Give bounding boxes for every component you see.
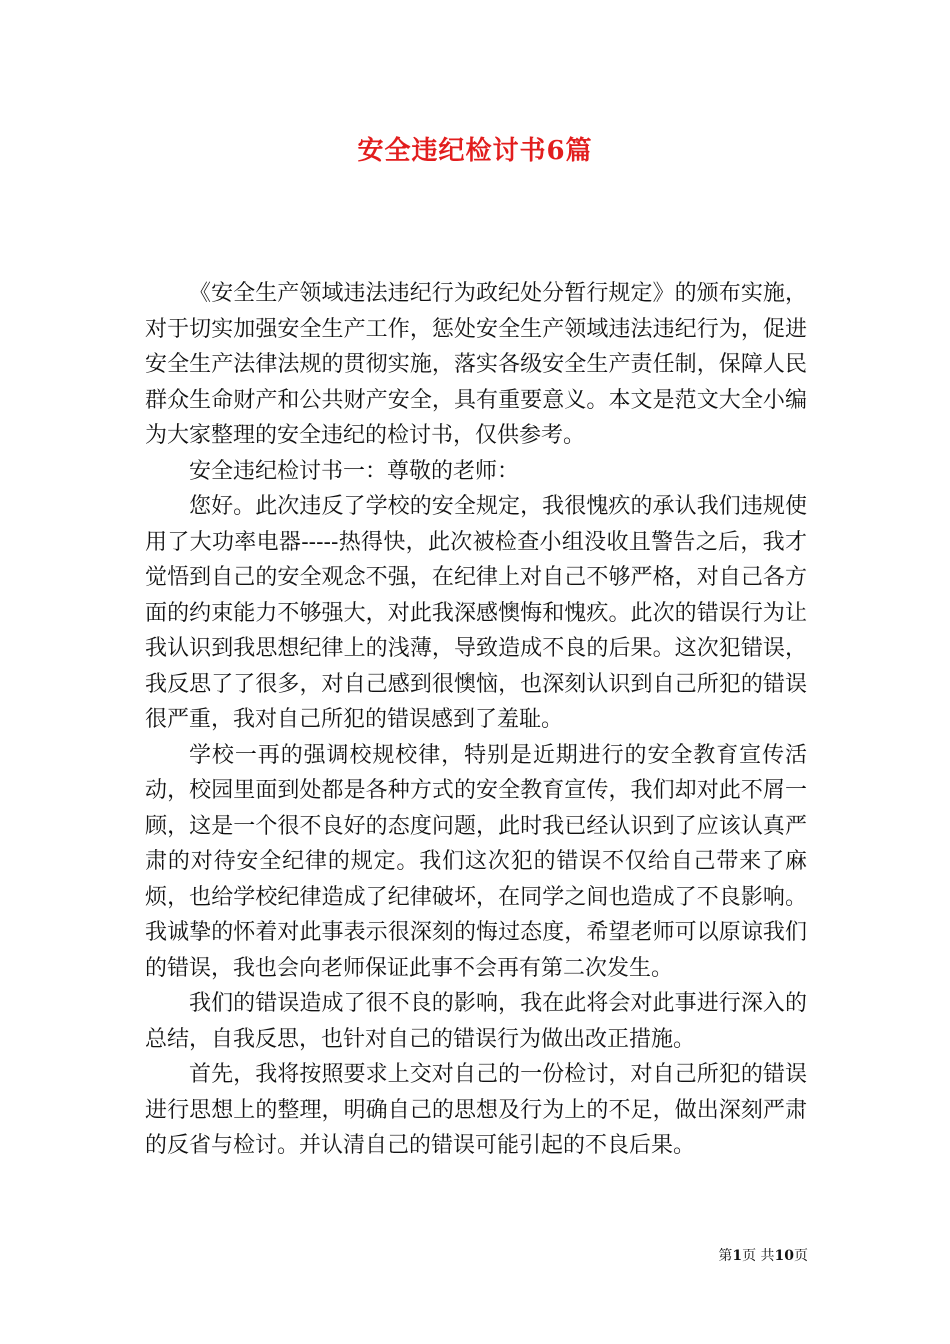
footer-total-pages: 10: [774, 1248, 794, 1264]
footer-suffix: 页: [794, 1248, 808, 1264]
document-title: 安全违纪检讨书6篇: [357, 136, 593, 166]
page-number-footer: [650, 1247, 808, 1265]
paragraph-reflection: 我们的错误造成了很不良的影响，我在此将会对此事进行深入的总结，自我反思，也针对自己的错误行为做出改正措施。: [145, 991, 807, 1052]
footer-prefix: 第: [718, 1248, 733, 1264]
paragraph-intro: 《安全生产领域违法违纪行为政纪处分暂行规定》的颁布实施，对于切实加强安全生产工作，惩处安全生产领域违法违纪行为，促进安全生产法律法规的贯彻实施，落实各级安全生产责任制，保障人民群众生命财产和公共财产安全，具有重要意义。本文是范文大全小编为大家整理的安全违纪的检讨书，仅供参考。: [145, 281, 807, 448]
document-body: [145, 276, 807, 1164]
footer-middle: 页 共: [742, 1248, 775, 1264]
paragraph-apology: 您好。此次违反了学校的安全规定，我很愧疚的承认我们违规使用了大功率电器-----热得快，此次被检查小组没收且警告之后，我才觉悟到自己的安全观念不强，在纪律上对自己不够严格，对自己各方面的约束能力不够强大，对此我深感懊悔和愧疚。此次的错误行为让我认识到我思想纪律上的浅薄，导致造成不良的后果。这次犯错误，我反思了了很多，对自己感到很懊恼，也深刻认识到自己所犯的错误很严重，我对自己所犯的错误感到了羞耻。: [145, 494, 807, 732]
paragraph-school-rules: 学校一再的强调校规校律，特别是近期进行的安全教育宣传活动，校园里面到处都是各种方式的安全教育宣传，我们却对此不屑一顾，这是一个很不良好的态度问题，此时我已经认识到了应该认真严肃的对待安全纪律的规定。我们这次犯的错误不仅给自己带来了麻烦，也给学校纪律造成了纪律破坏，在同学之间也造成了不良影响。我诚挚的怀着对此事表示很深刻的悔过态度，希望老师可以原谅我们的错误，我也会向老师保证此事不会再有第二次发生。: [145, 742, 807, 981]
footer-current-page: 1: [732, 1248, 743, 1264]
paragraph-first-step: 首先，我将按照要求上交对自己的一份检讨，对自己所犯的错误进行思想上的整理，明确自己的思想及行为上的不足，做出深刻严肃的反省与检讨。并认清自己的错误可能引起的不良后果。: [145, 1062, 807, 1158]
paragraph-salutation: 安全违纪检讨书一：尊敬的老师：: [189, 458, 520, 484]
